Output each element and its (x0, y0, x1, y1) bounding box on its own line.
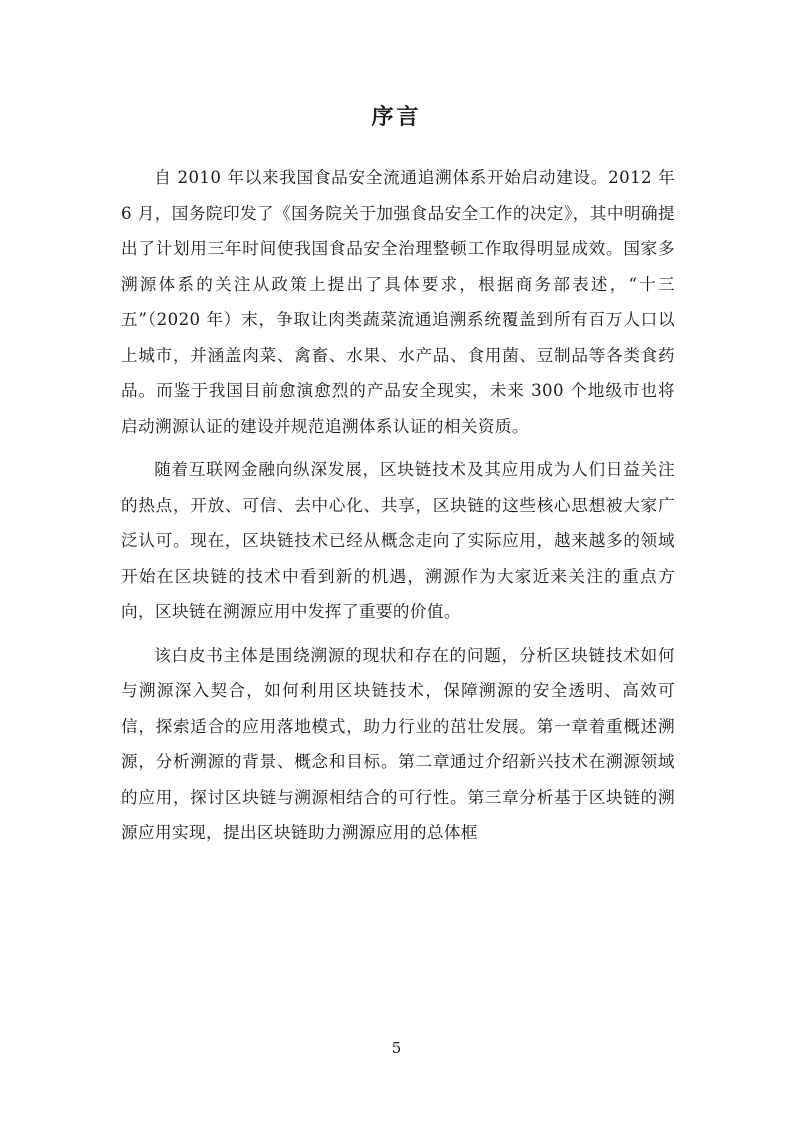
page-title: 序言 (371, 104, 422, 130)
page-number: 5 (391, 1039, 402, 1057)
paragraph-1: 自 2010 年以来我国食品安全流通追溯体系开始启动建设。2012 年 6 月，国务院印发了《国务院关于加强食品安全工作的决定》，其中明确提出了计划用三年时间使我国食品安全治理整顿工作取得明显成效。国家多溯源体系的关注从政策上提出了具体要求，根据商务部表述，“十三五”（2020 年）末，争取让肉类蔬菜流通追溯系统覆盖到所有百万人口以上城市，并涵盖肉菜、禽畜、水果、水产品、食用菌、豆制品等各类食药品。而鉴于我国目前愈演愈烈的产品安全现实，未来 300 个地级市也将启动溯源认证的建设并规范追溯体系认证的相关资质。 (121, 168, 675, 436)
paragraph-2: 随着互联网金融向纵深发展，区块链技术及其应用成为人们日益关注的热点，开放、可信、去中心化、共享，区块链的这些核心思想被大家广泛认可。现在，区块链技术已经从概念走向了实际应用，越来越多的领域开始在区块链的技术中看到新的机遇，溯源作为大家近来关注的重点方向，区块链在溯源应用中发挥了重要的价值。 (121, 460, 675, 621)
preface-body (121, 160, 675, 859)
paragraph-3: 该白皮书主体是围绕溯源的现状和存在的问题，分析区块链技术如何与溯源深入契合，如何利用区块链技术，保障溯源的安全透明、高效可信，探索适合的应用落地模式，助力行业的茁壮发展。第一章着重概述溯源，分析溯源的背景、概念和目标。第二章通过介绍新兴技术在溯源领域的应用，探讨区块链与溯源相结合的可行性。第三章分析基于区块链的溯源应用实现，提出区块链助力溯源应用的总体框 (121, 645, 675, 842)
